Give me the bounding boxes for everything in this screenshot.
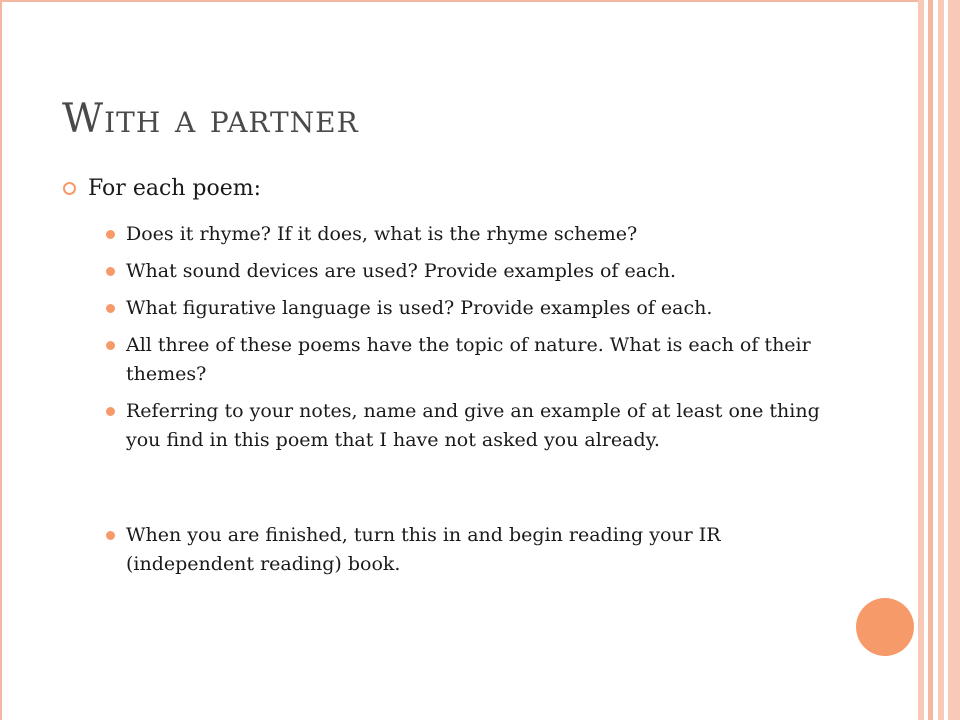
level1-bullet-line (62, 176, 261, 201)
filled-circle-bullet-icon (106, 407, 115, 416)
filled-circle-bullet-icon (106, 341, 115, 350)
list-item (104, 294, 824, 323)
list-item-text: All three of these poems have the topic of nature. What is each of their themes? (126, 334, 811, 385)
list-item-text: When you are finished, turn this in and begin reading your IR (independent reading) book. (126, 524, 721, 575)
decorative-stripe (948, 0, 960, 720)
filled-circle-bullet-icon (106, 531, 115, 540)
list-item-text: What figurative language is used? Provide examples of each. (126, 297, 713, 319)
list-item (104, 521, 824, 579)
list-item (104, 331, 824, 389)
hollow-circle-bullet-icon (62, 181, 78, 197)
bullet-list (104, 220, 824, 587)
slide-title: With a partner (62, 96, 359, 142)
filled-circle-bullet-icon (106, 304, 115, 313)
decorative-circle (856, 598, 914, 656)
list-item (104, 257, 824, 286)
list-item-text: Referring to your notes, name and give an example of at least one thing you find in this poem that I have not asked you already. (126, 400, 820, 451)
level1-text: For each poem: (88, 176, 262, 201)
list-item (104, 220, 824, 249)
list-item-text: What sound devices are used? Provide examples of each. (126, 260, 676, 282)
list-item (104, 397, 824, 455)
filled-circle-bullet-icon (106, 230, 115, 239)
list-item-text: Does it rhyme? If it does, what is the rhyme scheme? (126, 223, 638, 245)
filled-circle-bullet-icon (106, 267, 115, 276)
